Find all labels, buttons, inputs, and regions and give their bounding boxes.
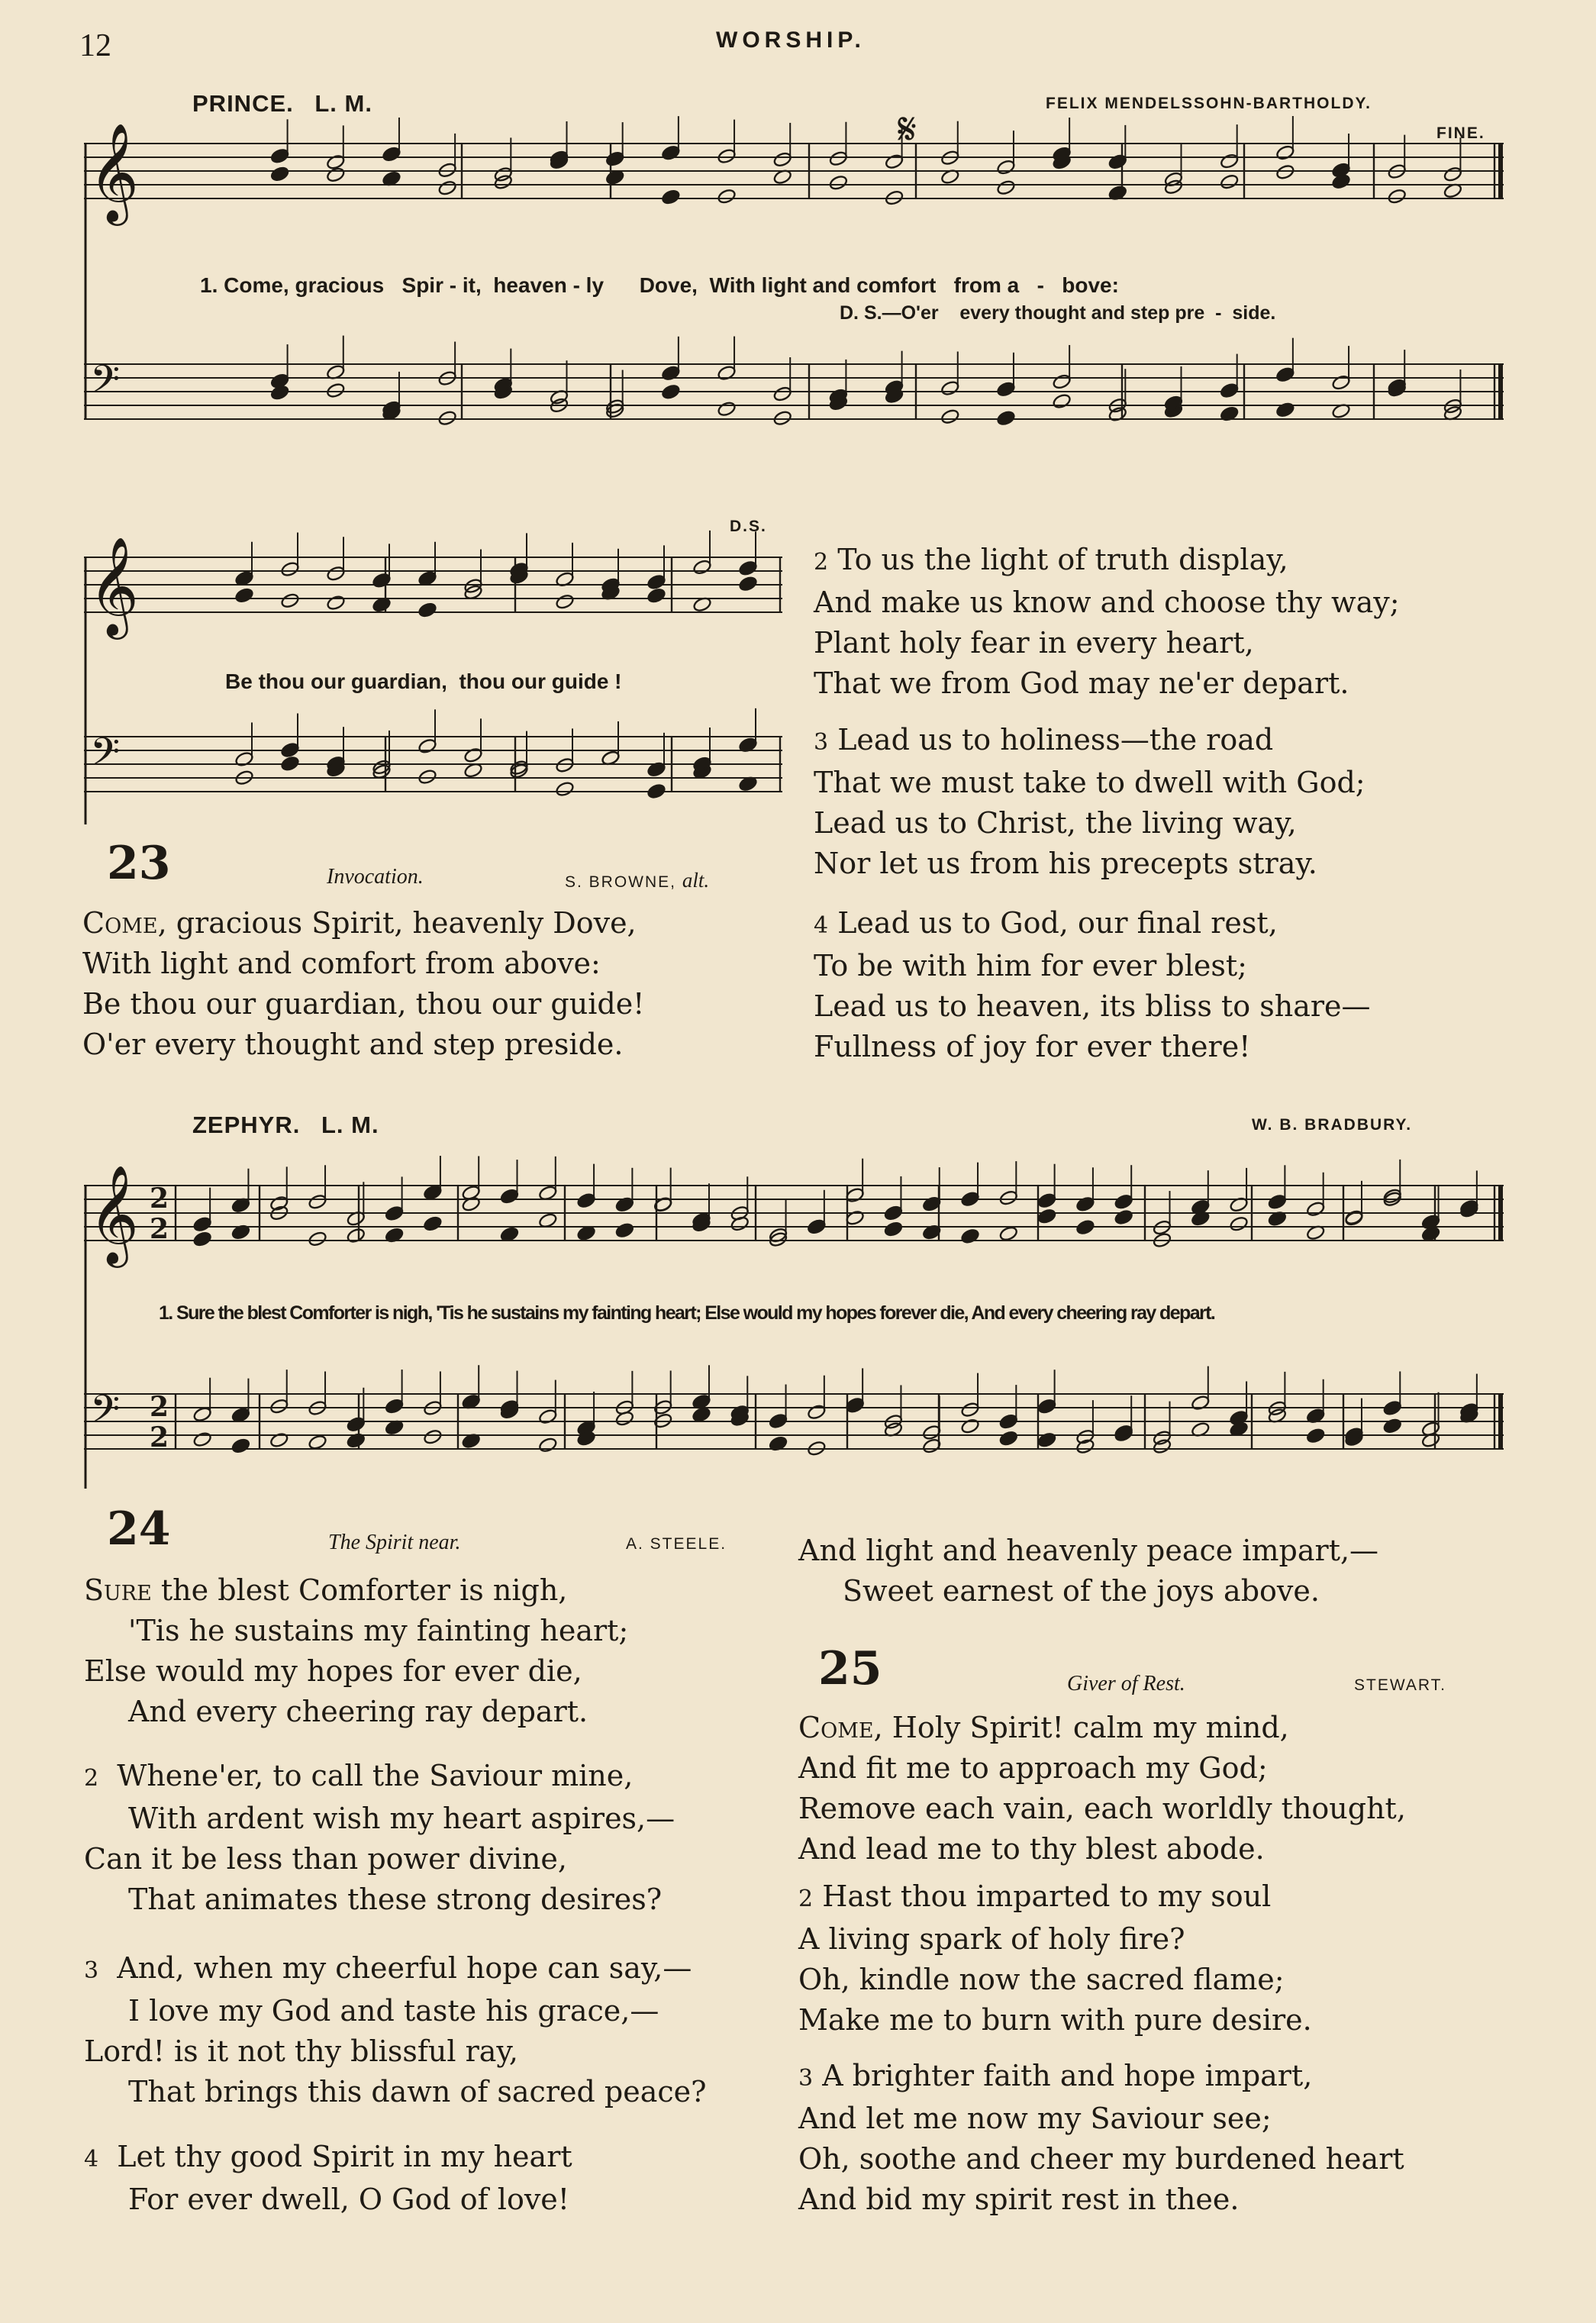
note-head [538, 1437, 558, 1453]
verse-line: Lead us to God, our final rest, [837, 906, 1278, 940]
note-head [998, 1225, 1018, 1242]
verse-line: Nor let us from his precepts stray. [814, 847, 1317, 880]
verse-line: And bid my spirit rest in thee. [798, 2183, 1240, 2216]
verse-number: 3 [814, 729, 829, 756]
verse-line: Oh, soothe and cheer my burdened heart [798, 2142, 1404, 2176]
hymn-number-23: 23 [107, 837, 171, 890]
verse-line: To be with him for ever blest; [814, 949, 1247, 982]
author-name: S. BROWNE, [565, 873, 677, 891]
note-head [1382, 1418, 1402, 1434]
verse-line: And every cheering ray depart. [128, 1695, 588, 1728]
verse-line: That animates these strong desires? [128, 1883, 663, 1916]
note-head [192, 1231, 212, 1247]
verse-line: O'er every thought and step preside. [82, 1028, 624, 1061]
note-head [423, 1215, 443, 1232]
verse-line: A brighter faith and hope impart, [822, 2059, 1313, 2092]
verse-line: Make me to burn with pure desire. [798, 2003, 1312, 2037]
verse-line: Fullness of joy for ever there! [814, 1030, 1251, 1063]
verse-line: And let me now my Saviour see; [798, 2102, 1272, 2135]
verse-line: And light and heavenly peace impart,— [798, 1534, 1379, 1567]
hymn-subtitle-25: Giver of Rest. [1067, 1672, 1185, 1695]
verse-line: Oh, kindle now the sacred flame; [798, 1963, 1285, 1996]
hymn-25-verse-1 [798, 1708, 1406, 1870]
verse-line: And fit me to approach my God; [798, 1751, 1268, 1785]
verse-number: 2 [814, 549, 829, 576]
note-head [192, 1431, 212, 1448]
verse-line: Lead us to Christ, the living way, [814, 806, 1297, 840]
note-head [960, 1418, 980, 1434]
verse-line: Hast thou imparted to my soul [822, 1879, 1272, 1913]
note-head [1114, 1209, 1133, 1226]
time-signature: 2 [150, 1421, 169, 1453]
author-alt: alt. [682, 869, 710, 892]
verse-number: 4 [814, 912, 829, 939]
time-signature: 2 [150, 1213, 169, 1245]
note-head [1037, 1431, 1057, 1448]
verse-line: With ardent wish my heart aspires,— [128, 1802, 675, 1835]
note-head [1037, 1208, 1057, 1224]
hymn-subtitle-23: Invocation. [327, 865, 424, 889]
verse-line: Remove each vain, each worldly thought, [798, 1792, 1406, 1825]
verse-line: That brings this dawn of sacred peace? [128, 2075, 707, 2108]
verse-line: Plant holy fear in every heart, [814, 626, 1254, 660]
note-head [269, 1431, 289, 1448]
tune-meter: L. M. [321, 1111, 379, 1138]
hymn-25-verse-2 [798, 1876, 1312, 2041]
verse-line: And make us know and choose thy way; [814, 586, 1400, 619]
verse-line: Lead us to heaven, its bliss to share— [814, 989, 1371, 1023]
verse-line: Whene'er, to call the Saviour mine, [117, 1759, 634, 1792]
lyric-line-prince-guardian: Be thou our guardian, thou our guide ! [225, 669, 622, 693]
time-signature: 2 [150, 1182, 169, 1215]
verse-line: A living spark of holy fire? [798, 1922, 1185, 1956]
note-head [231, 1437, 251, 1454]
hymn-24-verse-1 [84, 1570, 628, 1732]
tune-meter: L. M. [314, 90, 372, 117]
bass-clef-icon: 𝄢 [90, 1386, 121, 1441]
hymn-number-24: 24 [107, 1502, 171, 1556]
lyric-line-zephyr: 1. Sure the blest Comforter is nigh, 'Tis he sustains my fainting heart; Else would my hopes forever die, And every cheering ray depart. [159, 1302, 1215, 1324]
lyric-line-prince-1: 1. Come, gracious Spir - it, heaven - ly Dove, With light and comfort from a - bove: [200, 273, 1119, 297]
note-head [308, 1434, 327, 1450]
hymn-24-verse-2 [84, 1756, 675, 1920]
page-number: 12 [79, 28, 111, 63]
verse-line: Let thy good Spirit in my heart [117, 2140, 572, 2173]
note-head [423, 1428, 443, 1445]
verse-line: gracious Spirit, heavenly Dove, [166, 906, 637, 940]
lyric-line-prince-ds: D. S.—O'er every thought and step pre - side. [840, 302, 1276, 324]
tune-composer-prince: FELIX MENDELSSOHN-BARTHOLDY. [1046, 95, 1372, 112]
verse-line: I love my God and taste his grace,— [128, 1994, 659, 2028]
verse-line: Be thou our guardian, thou our guide! [82, 987, 645, 1021]
note-head [692, 1406, 711, 1423]
note-head [960, 1228, 980, 1244]
verse-number: 2 [798, 1886, 814, 1912]
fine-mark: FINE. [1436, 124, 1485, 142]
verse-line: Holy Spirit! calm my mind, [882, 1711, 1289, 1744]
note-head [1229, 1215, 1249, 1232]
verse-line: Lord! is it not thy blissful ray, [84, 2034, 518, 2068]
note-head [884, 1221, 904, 1237]
time-signature: 2 [150, 1391, 169, 1423]
segno-icon: 𝄋 [898, 103, 917, 155]
treble-clef-icon: 𝄞 [89, 536, 139, 636]
verse-number: 3 [84, 1957, 99, 1984]
verse-line: That we must take to dwell with God; [814, 766, 1365, 799]
verse-line: Sweet earnest of the joys above. [843, 1574, 1320, 1608]
verse-line: Lead us to holiness—the road [837, 723, 1274, 757]
running-head: WORSHIP. [716, 27, 866, 53]
bass-clef-icon: 𝄢 [90, 729, 121, 784]
verse-line: And, when my cheerful hope can say,— [117, 1951, 692, 1985]
verse-first-word: Come, [798, 1711, 883, 1744]
hymn-24-verse-4-part-2 [798, 1531, 1378, 1612]
verse-line: That we from God may ne'er depart. [814, 666, 1349, 700]
hymn-author-24: A. STEELE. [626, 1535, 727, 1553]
ds-mark: D.S. [730, 518, 767, 535]
note-head [614, 1222, 634, 1239]
verse-number: 4 [84, 2146, 99, 2173]
hymn-number-25: 25 [818, 1642, 882, 1695]
tune-composer-zephyr: W. B. BRADBURY. [1252, 1116, 1413, 1134]
verse-line: And lead me to thy blest abode. [798, 1832, 1265, 1866]
verse-line: For ever dwell, O God of love! [128, 2183, 570, 2216]
verse-first-word: Come, [82, 906, 167, 940]
verse-first-word: Sure [84, 1573, 152, 1607]
verse-line: Can it be less than power divine, [84, 1842, 567, 1876]
hymn-24-verse-3 [84, 1948, 707, 2112]
verse-number: 2 [84, 1765, 99, 1792]
treble-clef-icon: 𝄞 [89, 1164, 139, 1264]
tune-name: PRINCE. [192, 90, 294, 117]
bass-clef-icon: 𝄢 [90, 357, 121, 411]
verse-number: 3 [798, 2065, 814, 2092]
hymn-25-verse-3 [798, 2056, 1404, 2220]
verse-line: Else would my hopes for ever die, [84, 1654, 582, 1688]
verse-line: To us the light of truth display, [837, 543, 1288, 576]
note-head [346, 1228, 366, 1244]
verse-line: the blest Comforter is nigh, [151, 1573, 568, 1607]
treble-clef-icon: 𝄞 [89, 122, 139, 222]
note-head [308, 1231, 327, 1247]
hymn-author-25: STEWART. [1354, 1676, 1447, 1694]
hymn-24-verse-4-part-1 [84, 2137, 572, 2220]
note-head [1075, 1219, 1095, 1236]
verse-line: With light and comfort from above: [82, 947, 601, 980]
note-head [1306, 1428, 1326, 1444]
hymn-subtitle-24: The Spirit near. [328, 1531, 461, 1554]
note-head [998, 1430, 1018, 1447]
tune-name: ZEPHYR. [192, 1111, 301, 1138]
verse-line: 'Tis he sustains my fainting heart; [128, 1614, 629, 1647]
